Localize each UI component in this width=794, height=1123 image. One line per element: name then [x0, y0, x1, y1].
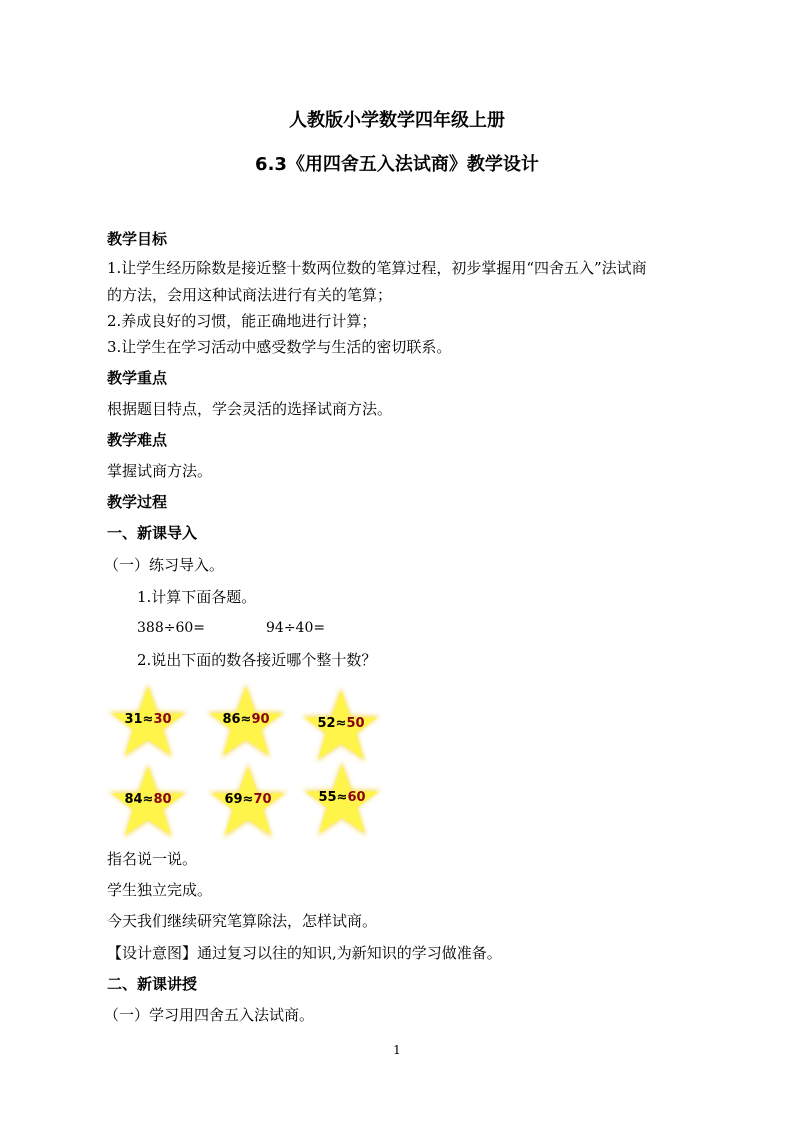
design-intent: 【设计意图】通过复习以往的知识,为新知识的学习做准备。	[107, 944, 502, 962]
star-label	[106, 712, 190, 727]
star-question: 52≈	[317, 716, 347, 731]
subsection-2: （一）学习用四舍五入法试商。	[104, 1006, 315, 1024]
star-label	[204, 712, 288, 727]
process-heading: 教学过程	[107, 493, 168, 511]
star-question: 31≈	[124, 712, 154, 727]
star-item	[204, 680, 288, 764]
star-item	[299, 684, 383, 768]
star-question: 55≈	[318, 790, 348, 805]
instruction-b: 学生独立完成。	[107, 881, 213, 899]
star-question: 69≈	[224, 792, 254, 807]
document-title: 人教版小学数学四年级上册	[289, 110, 505, 131]
section-1-heading: 一、新课导入	[107, 524, 198, 542]
star-question: 86≈	[222, 712, 252, 727]
star-answer: 50	[346, 716, 365, 731]
calc-2: 94÷40=	[266, 620, 326, 636]
key-point-text: 根据题目特点，学会灵活的选择试商方法。	[107, 400, 393, 418]
star-label	[206, 792, 290, 807]
lesson-title: 6.3《用四舍五入法试商》教学设计	[255, 154, 539, 175]
subsection-1: （一）练习导入。	[104, 556, 225, 574]
star-answer: 90	[251, 712, 270, 727]
instruction-c: 今天我们继续研究笔算除法，怎样试商。	[107, 912, 378, 930]
task-1: 1.计算下面各题。	[137, 588, 257, 606]
star-answer: 70	[253, 792, 272, 807]
star-item	[106, 680, 190, 764]
star-group	[100, 676, 400, 846]
key-point-heading: 教学重点	[107, 369, 168, 387]
star-label	[106, 792, 190, 807]
section-2-heading: 二、新课讲授	[107, 975, 198, 993]
star-item	[106, 760, 190, 844]
calc-1: 388÷60=	[137, 620, 205, 636]
difficulty-heading: 教学难点	[107, 431, 168, 449]
star-answer: 30	[153, 712, 172, 727]
objective-3: 3.让学生在学习活动中感受数学与生活的密切联系。	[107, 338, 452, 356]
star-item	[206, 760, 290, 844]
star-label	[299, 716, 383, 731]
star-answer: 80	[153, 792, 172, 807]
star-question: 84≈	[124, 792, 154, 807]
objective-2: 2.养成良好的习惯，能正确地进行计算；	[107, 312, 377, 330]
instruction-a: 指名说一说。	[107, 850, 198, 868]
star-item	[300, 758, 384, 842]
star-label	[300, 790, 384, 805]
task-2: 2.说出下面的数各接近哪个整十数？	[137, 651, 377, 669]
objective-1-line-1: 1.让学生经历除数是接近整十数两位数的笔算过程，初步掌握用“四舍五入”法试商	[107, 259, 647, 277]
difficulty-text: 掌握试商方法。	[107, 462, 213, 480]
objective-1-line-2: 的方法，会用这种试商法进行有关的笔算；	[107, 286, 393, 304]
page-number: 1	[393, 1043, 401, 1057]
star-answer: 60	[347, 790, 366, 805]
objectives-heading: 教学目标	[107, 230, 168, 248]
